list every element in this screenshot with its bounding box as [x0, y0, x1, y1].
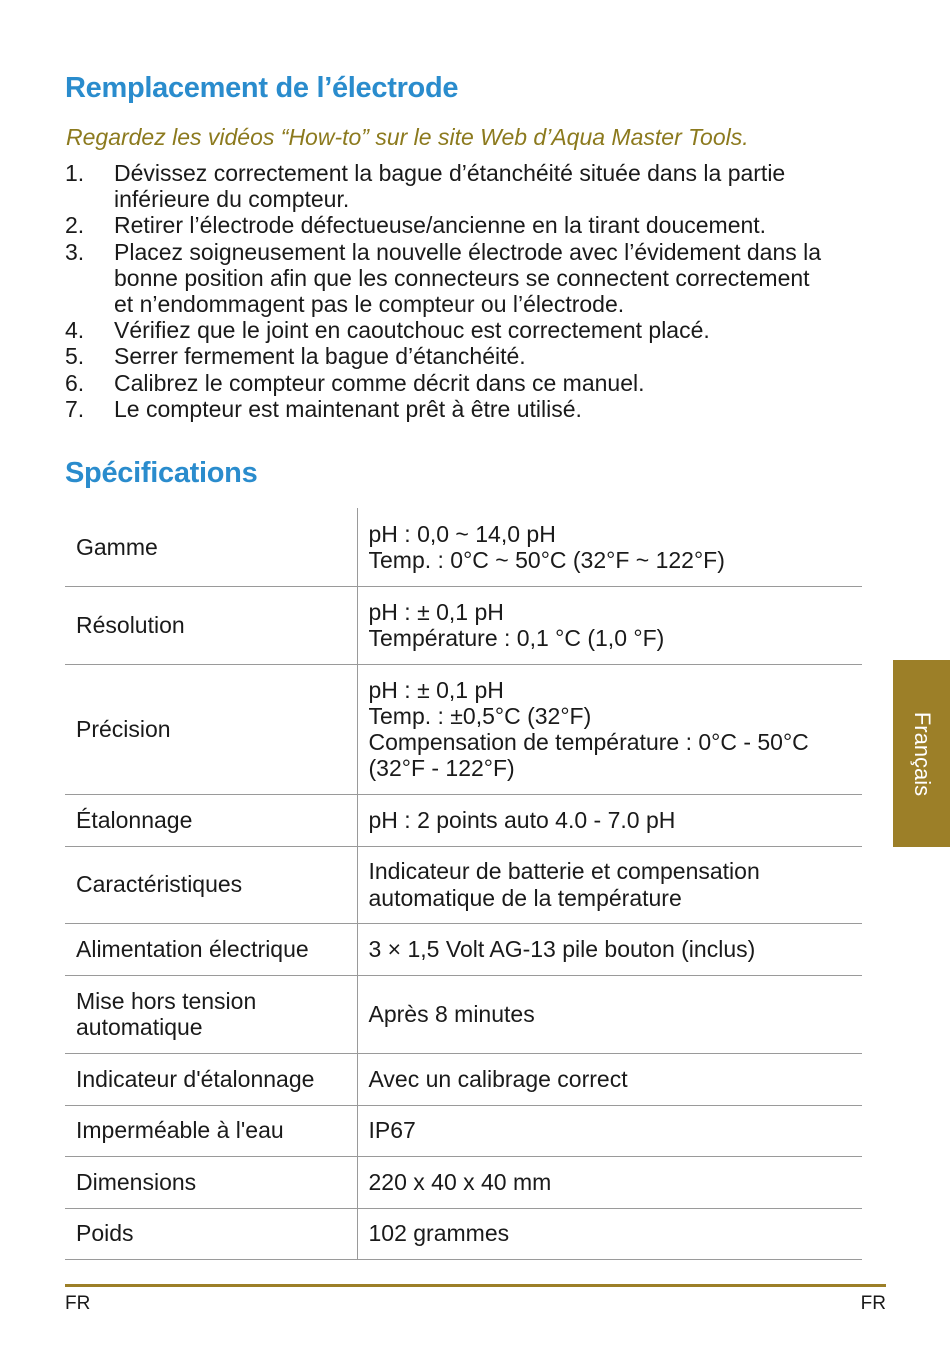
spec-row	[65, 1208, 862, 1259]
spec-row	[65, 846, 862, 923]
spec-key	[65, 586, 357, 664]
step-item	[65, 317, 865, 343]
step-number: 1.	[65, 160, 85, 186]
spec-value-line: 3 × 1,5 Volt AG-13 pile bouton (inclus)	[368, 935, 756, 962]
step-number: 3.	[65, 238, 85, 265]
spec-value-line: Température : 0,1 °C (1,0 °F)	[368, 625, 665, 651]
spec-key-line: Précision	[76, 715, 171, 742]
spec-key	[65, 1053, 357, 1105]
step-text-line: Calibrez le compteur comme décrit dans ce manuel.	[114, 369, 645, 396]
spec-value-line: Temp. : ±0,5°C (32°F)	[368, 702, 592, 729]
spec-key	[65, 1156, 357, 1208]
spec-key	[65, 664, 357, 794]
spec-row	[65, 664, 862, 794]
step-text-line: Serrer fermement la bague d’étanchéité.	[114, 343, 526, 370]
spec-value-line: IP67	[368, 1117, 416, 1144]
step-item	[65, 396, 865, 422]
step-number: 2.	[65, 212, 85, 239]
spec-value	[357, 664, 862, 794]
spec-row	[65, 975, 862, 1053]
step-item	[65, 239, 865, 318]
spec-row	[65, 586, 862, 664]
step-text-line: et n’endommagent pas le compteur ou l’électrode.	[114, 291, 625, 318]
spec-key	[65, 846, 357, 923]
spec-key-line: Caractéristiques	[76, 871, 243, 898]
spec-value-line: (32°F - 122°F)	[368, 755, 515, 782]
steps-list	[65, 160, 865, 422]
spec-value	[357, 586, 862, 664]
spec-value-line: pH : ± 0,1 pH	[368, 598, 504, 625]
step-text-line: Placez soigneusement la nouvelle électrode avec l’évidement dans la	[114, 238, 822, 265]
spec-key-line: Résolution	[76, 611, 185, 638]
step-text-line: Retirer l’électrode défectueuse/ancienne en la tirant doucement.	[114, 212, 767, 239]
step-text-line: Dévissez correctement la bague d’étanchéité située dans la partie	[114, 160, 786, 186]
step-number: 5.	[65, 343, 85, 370]
spec-row	[65, 923, 862, 975]
spec-value-line: 102 grammes	[368, 1220, 510, 1247]
spec-row	[65, 794, 862, 846]
spec-value-line: Compensation de température : 0°C - 50°C	[368, 729, 809, 755]
spec-key	[65, 794, 357, 846]
spec-key	[65, 508, 357, 586]
spec-key-line: Poids	[76, 1220, 134, 1247]
spec-value-line: Après 8 minutes	[368, 1000, 535, 1027]
language-tab[interactable]	[893, 660, 950, 847]
howto-subtitle: Regardez les vidéos “How-to” sur le site Web d’Aqua Master Tools.	[66, 124, 749, 150]
spec-value	[357, 1156, 862, 1208]
step-text-line: inférieure du compteur.	[114, 186, 350, 213]
spec-value-line: pH : 2 points auto 4.0 - 7.0 pH	[368, 806, 676, 833]
spec-value	[357, 794, 862, 846]
step-number: 6.	[65, 369, 85, 396]
spec-key-line: Alimentation électrique	[76, 935, 309, 962]
step-text-line: Vérifiez que le joint en caoutchouc est correctement placé.	[114, 317, 710, 344]
spec-value-line: Indicateur de batterie et compensation	[368, 858, 760, 885]
spec-key-line: automatique	[76, 1014, 203, 1040]
spec-row	[65, 508, 862, 586]
step-number: 7.	[65, 395, 85, 422]
spec-key-line: Mise hors tension	[76, 987, 257, 1014]
step-text-line: Le compteur est maintenant prêt à être utilisé.	[114, 395, 582, 422]
spec-key-line: Imperméable à l'eau	[76, 1117, 284, 1144]
step-item	[65, 370, 865, 396]
spec-value	[357, 846, 862, 923]
step-text-line: bonne position afin que les connecteurs se connectent correctement	[114, 264, 810, 291]
spec-value	[357, 508, 862, 586]
step-item	[65, 212, 865, 238]
language-tab-label: Français	[909, 711, 935, 796]
spec-key-line: Gamme	[76, 533, 158, 560]
spec-row	[65, 1156, 862, 1208]
spec-key	[65, 923, 357, 975]
spec-value	[357, 975, 862, 1053]
spec-table	[65, 508, 862, 1260]
spec-value-line: pH : ± 0,1 pH	[368, 676, 504, 703]
spec-key	[65, 1208, 357, 1259]
spec-value-line: Temp. : 0°C ~ 50°C (32°F ~ 122°F)	[368, 546, 725, 573]
footer-left-label: FR	[65, 1293, 91, 1314]
footer-divider	[65, 1284, 886, 1287]
footer-right-label: FR	[860, 1293, 886, 1314]
spec-key	[65, 975, 357, 1053]
spec-value	[357, 923, 862, 975]
spec-row	[65, 1105, 862, 1156]
spec-value-line: 220 x 40 x 40 mm	[368, 1168, 552, 1195]
spec-row	[65, 1053, 862, 1105]
spec-value-line: automatique de la température	[368, 884, 682, 911]
spec-value-line: Avec un calibrage correct	[368, 1065, 628, 1092]
spec-value-line: pH : 0,0 ~ 14,0 pH	[368, 520, 556, 547]
spec-value	[357, 1053, 862, 1105]
step-number: 4.	[65, 317, 85, 344]
section-title-electrode: Remplacement de l’électrode	[65, 72, 459, 104]
spec-value	[357, 1208, 862, 1259]
section-title-specs: Spécifications	[65, 457, 258, 489]
spec-value	[357, 1105, 862, 1156]
step-item	[65, 160, 865, 212]
spec-key-line: Dimensions	[76, 1168, 197, 1195]
step-item	[65, 343, 865, 369]
spec-key-line: Indicateur d'étalonnage	[76, 1065, 315, 1092]
spec-key	[65, 1105, 357, 1156]
spec-key-line: Étalonnage	[76, 806, 193, 833]
